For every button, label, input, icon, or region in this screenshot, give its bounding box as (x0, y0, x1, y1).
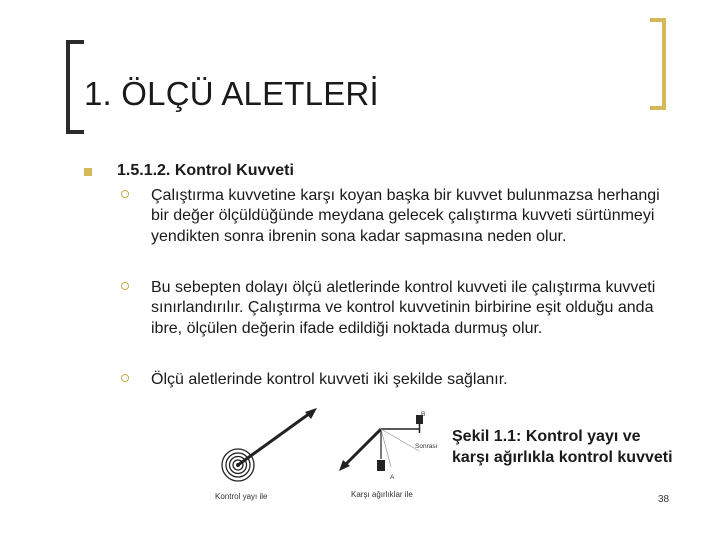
section-heading: 1.5.1.2. Kontrol Kuvveti (117, 162, 294, 179)
sub-bullet-text: Çalıştırma kuvvetine karşı koyan başka bir kuvvet bulunmazsa herhangi bir değer ölçüldüğünde meydana gelecek çalıştırma kuvveti sürtünmeyi yendikten sonra ibrenin sona kadar sapmasına neden olur. (151, 187, 660, 245)
slide-title: 1. ÖLÇÜ ALETLERİ (84, 75, 379, 112)
figure-left-label: Kontrol yayı ile (215, 492, 268, 501)
control-force-figure (205, 405, 445, 505)
pivot-label: Sonrası (415, 443, 438, 450)
point-a-label: A (390, 474, 395, 481)
counterweight-icon (339, 415, 423, 471)
sub-bullet-text: Bu sebepten dolayı ölçü aletlerinde kontrol kuvveti ile çalıştırma kuvveti sınırlandırılır. Çalıştırma ve kontrol kuvvetinin birbirine eşit olduğu anda ibre, ölçülen değerin ifade edildiği noktada durmuş olur. (151, 279, 656, 337)
figure-caption: Şekil 1.1: Kontrol yayı ve karşı ağırlıkla kontrol kuvveti (452, 428, 673, 466)
needle-pointer-icon (238, 408, 317, 465)
sub-bullet-text: Ölçü aletlerinde kontrol kuvveti iki şekilde sağlanır. (151, 371, 508, 388)
circle-bullet-icon (121, 282, 129, 290)
page-number: 38 (658, 494, 670, 505)
point-b-label: B (421, 411, 426, 418)
circle-bullet-icon (121, 374, 129, 382)
circle-bullet-icon (121, 190, 129, 198)
square-bullet-icon (84, 168, 92, 176)
figure-right-label: Karşı ağırlıklar ile (351, 490, 413, 499)
right-bracket-decoration (646, 18, 670, 110)
